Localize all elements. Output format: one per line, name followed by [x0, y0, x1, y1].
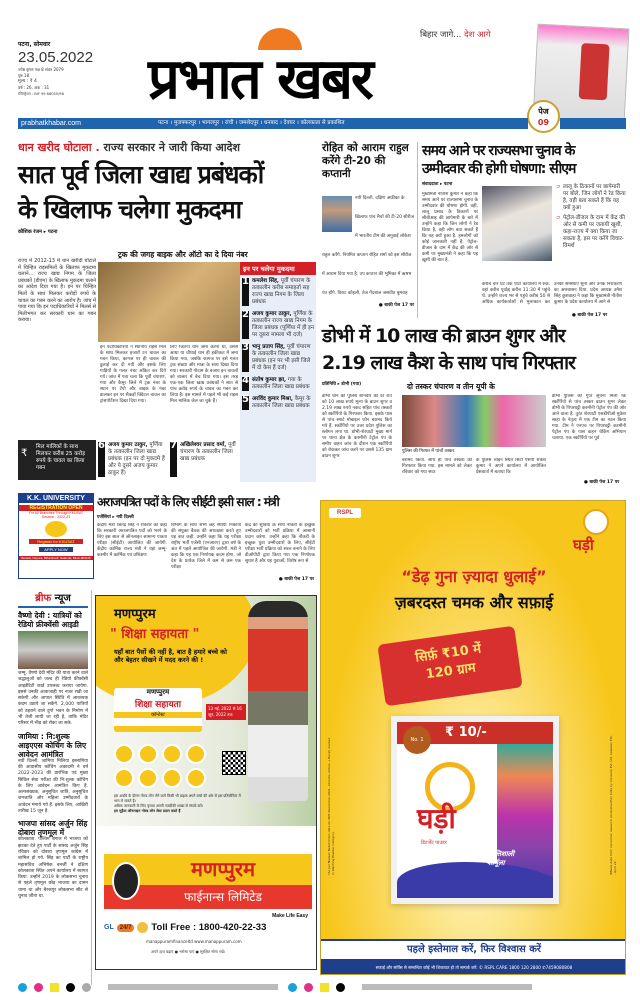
page-badge[interactable]	[527, 100, 560, 133]
item-number: 6	[98, 442, 105, 477]
cet-body-3: केंद्र की सुविधा के साथ नौकरी के इच्छुक उम्मीदवारों को भर्ती प्रक्रिया में आसानी प्रदान करेगा. उन्होंने कहा कि नौकरी के इच्छुक युवा उम्मीदवारों के लिए, सीईटी परीक्षा भर्ती प्रक्रिया को सरल बनाने के लिए डीओपीटी द्वारा किया गया एक निर्णायक सुधार है और यह युवाओं, विशेष रूप से	[245, 523, 315, 564]
mp-campaign: " शिक्षा सहायता "	[110, 627, 200, 642]
ghadi-line-1: “डेढ़ गुना ज़्यादा धुलाई”	[401, 567, 547, 586]
callout-box	[18, 440, 96, 480]
mp-fine-1: इस अवधि के दौरान गोल्ड लोन लेने वाले किसी भी ग्राहक अपने बच्चे की ओर से इस प्रतियोगिता में भाग ले सकते हैं।	[114, 794, 241, 803]
mp-tagline: यहाँ बात पैसों की नहीं है, बात है हमारे बच्चे को और बेहतर सीखने में मदद करने की !	[114, 648, 227, 664]
calculator-icon	[162, 744, 182, 764]
nitish-photo	[482, 186, 552, 261]
dobhi-byline: प्रतिनिधि ▸ डोभी (गया)	[322, 382, 362, 387]
dobhi-body-1: डोभी थाने की पुलिस शनिवार की देर रात को 10 लाख रुपये मूल्य के ब्राउन शुगर व 2.19 लाख रुपये नकद सहित पांच तस्करों को स्कॉर्पियो के गिरफ्तार किया. इसके पास से पांच स्मार्ट मोबाइल फोन बरामद किये गये हैं. स्कॉर्पियो पर उत्तर प्रदेश पुलिस का स्लोगन लगा था. डोभी-शेरघाटी मुख्य मार्ग पर थाना क्षेत्र के करमौनी टेट्रोल पंप के समीप वाहन जांच के दौरान एक स्कॉर्पियो को रोककर जांच करने पर उससे 135 ग्राम ब्राउन शुगर	[322, 394, 392, 459]
brief-headline[interactable]: वैष्णो देवी : यात्रियों को रेडियो फ्रीक्वेंसी आइडी	[18, 611, 82, 629]
registration: रजिस्ट्रेशन : BIF 99 66055/96	[18, 92, 64, 96]
edition-bar	[18, 118, 528, 129]
kk-apply-button[interactable]: APPLY NOW	[39, 547, 73, 552]
dobhi-body-2: बरामद किया. साथ ही पांच तस्करों को गिरफ्तार किया गया. इस मामले को लेकर रविवार को गया सदर	[402, 458, 472, 475]
cm-byline: संवाददाता ▸ पटना	[422, 182, 453, 187]
cm-more[interactable]: ● बाकी पेज 17 पर	[572, 313, 608, 318]
grey-bar	[362, 984, 532, 990]
item-number: 3	[242, 344, 249, 372]
photo-caption: ट्रक की जगह बाइक और ऑटो का दे दिया नंबर	[118, 250, 248, 259]
mp-logo-2: फाईनान्स लिमिटेड	[184, 890, 262, 904]
detergent-pack	[391, 716, 559, 904]
boy-photo	[248, 601, 308, 801]
mp-logo-1: मणप्पुरम	[190, 857, 256, 881]
accused-item	[242, 377, 314, 391]
manappuram-ad[interactable]	[95, 595, 317, 970]
cm-headline-1: समय आने पर राज्यसभा चुनाव के	[422, 143, 575, 159]
pack-brand: घड़ी	[417, 802, 456, 835]
ghadi-logo: घड़ी	[573, 536, 594, 554]
cet-columns	[97, 523, 316, 578]
kicker-red: धान खरीद घोटाला .	[18, 141, 100, 154]
brief-title	[18, 590, 88, 608]
pencils-icon	[138, 768, 158, 788]
item-desc: कैमूर के तत्कालीन जिला खाद्य प्रबंधक	[251, 396, 311, 409]
accused-item	[242, 344, 314, 372]
item-name: संतोष कुमार झा,	[251, 377, 287, 383]
disclaimer-left: *As per Nielsen Retail Index data for MAT December 2021. All India (Urban + Rural) market in Washing Powder Category.	[327, 738, 335, 875]
rohit-story	[322, 142, 414, 320]
cet-story	[97, 493, 316, 585]
kk-university-ad[interactable]	[18, 493, 94, 579]
books-icon	[186, 744, 206, 764]
mp-fine-3: हम मुहैया ऑनलाइन गोल्ड लोन सेवा प्रदान करते हैं	[114, 809, 181, 813]
brief-body: जम्मू. वैष्णो देवी मंदिर की यात्रा करने वाले श्रद्धालुओं को जल्द ही रेडियो फ्रीक्वेंसी आइडेंटिटी कार्ड उपलब्ध कराया जायेगा. इससे उनकी आवाजाही पर नजर रखी जा सकेगी और आपात स्थिति में आवश्यक कदम उठाये जा सकेंगे. 2,000 यात्रियों को ठहराने वाले दुर्गा भवन के निर्माण में भी तेजी लायी जा रही है, ताकि मंदिर परिसर में भीड़ को रोका जा सके.	[18, 671, 88, 727]
black-mark	[336, 983, 345, 992]
date: 23.05.2022	[18, 49, 94, 66]
cm-bullets	[556, 184, 626, 253]
kk-register: Register for KKUSAT	[29, 539, 83, 544]
callout-text: मिल मालिकों के साथ मिलकर करीब 25 करोड़ रुपये के चावल का किया गबन	[36, 444, 86, 471]
dobhi-story	[322, 322, 626, 492]
mp-seal-icon	[137, 922, 148, 933]
mp-dates: 13 मई, 2022 से 16 जून, 2022 तक	[206, 704, 246, 720]
mp-brand: मणप्पुरम	[114, 607, 156, 622]
column-divider	[91, 590, 92, 985]
ghadi-care: सफाई और सर्विस से सम्बन्धित कोई भी शिकायत हो तो सम्पर्क करें: © RSPL CARE 1800 120 2800 ✆7459080808	[321, 959, 626, 975]
tagline-b: देश आगे	[464, 30, 491, 40]
cyan-mark	[18, 983, 27, 992]
tagline	[420, 30, 491, 41]
dobhi-body-3: के पुलिस लाइन स्थित सिटी एसपी राकेश कुमार ने अपने कार्यालय में आयोजित प्रेसवार्ता में बताया कि	[476, 458, 546, 475]
item-text	[180, 442, 238, 477]
dobhi-headline-1: डोभी में 10 लाख की ब्राउन शुगर और	[322, 325, 565, 347]
pack-sub: डिटर्जेंट पाउडर	[421, 840, 447, 846]
rubiks-cube-icon	[162, 768, 182, 788]
accused-item	[242, 278, 314, 306]
bullet-icon: ⊃	[556, 184, 561, 190]
cm-bullet	[556, 215, 626, 250]
lead-body-2: इन पदाधिकारियों ने स्थानीय राइस मिल के साथ मिलकर हजारों टन चावल का गबन किया, कागज पर ही चावल की ढुलाई कर दी गयी और इसके लिए गाड़ियों के गलत नंबर अंकित कर दिये गये। जांच में पता चला कि पूर्वी चंपारण, गया और कैमूर जिले में ट्रक नंबर के स्थान पर टेंपो और बाइक के नंबर डालकर इन पर सैकड़ों क्विंटल चावल का ट्रांसपोर्टेशन दिखा दिया गया।	[100, 345, 166, 404]
rahul-photo	[322, 196, 352, 232]
brief-headline[interactable]: भाजपा सांसद अर्जुन सिंह दोबारा तृणमूल में	[18, 819, 88, 838]
pencil-box-icon	[138, 744, 158, 764]
item-name: कमलेश सिंह,	[251, 278, 280, 284]
tagline-a: बिहार जागे...	[420, 30, 462, 40]
dobhi-body-4: डोभी पुलिस को गुप्त सूचना मिली कि स्कॉर्पियो से पांच तस्कर ब्राउन शुगर लेकर डोभी के पिपरघट्टी करमौनी पेट्रोल पंप की ओर आने वाला है. तुरंत शेरघाटी एसडीपीओ मुकेश साहा के नेतृत्व में एक टीम का गठन किया गया. टीम ने एनएच पर पिपरघट्टी करमौनी पेट्रोल पंप के पास वाहन चेकिंग अभियान चलाया. एक स्कॉर्पियो पर पूर्व	[552, 394, 626, 441]
accused-box-title: इन पर चलेगा मुकदमा	[240, 262, 316, 275]
magenta-mark	[34, 983, 43, 992]
mp-make-life-easy: Make Life Easy	[272, 913, 308, 919]
column-divider	[417, 142, 418, 318]
page-badge-label: पेज	[538, 107, 549, 116]
item-text	[252, 344, 314, 372]
brief-item	[18, 732, 88, 816]
rohit-headline: रोहित को आराम राहुल करेंगे टी-20 की कप्तानी	[322, 142, 409, 180]
lead-headline-2: के खिलाफ चलेगा मुकदमा	[18, 195, 242, 224]
item-number: 1	[242, 278, 249, 306]
editions: पटना । मुजफ्फरपुर । भागलपुर । रांची । जमशेदपुर । धनबाद । देवघर । कोलकाता से प्रकाशित	[158, 120, 345, 126]
accused-bottom	[98, 442, 238, 482]
paddy-warehouse-photo	[98, 262, 240, 342]
print-marks	[18, 982, 628, 992]
mp-badge-title: शिक्षा सहायता	[134, 700, 182, 710]
mp-badge-brand: मणप्पुरम	[146, 688, 170, 696]
price-tag	[377, 626, 522, 707]
cm-story	[422, 142, 626, 320]
kk-reg: REGISTRATION OPEN	[19, 505, 93, 511]
item-desc: गया के तत्कालीन जिला खाद्य प्रबंधक	[251, 377, 310, 390]
item-desc: पूर्वी चंपारण के तत्कालीन करीब समाहर्ता सह राज्य खाद्य निगम के जिला प्रबंधक	[251, 278, 311, 305]
mp-fine-2: अधिक जानकारी के लिए कृपया अपनी नज़दीकी शाखा से संपर्क करें।	[114, 804, 204, 808]
accused-item	[242, 396, 314, 410]
umbrella-icon	[186, 768, 206, 788]
item-text	[252, 311, 314, 339]
brief-headline[interactable]: जामिया : नि:शुल्क आइएएस कोचिंग के लिए आवेदन आमंत्रित	[18, 731, 87, 759]
ghadi-ad[interactable]	[320, 500, 626, 975]
item-name: अजय कुमार ठाकुर,	[251, 311, 292, 317]
rohit-more[interactable]: ● बाकी पेज 17 पर	[378, 303, 414, 308]
accused-list	[240, 275, 316, 418]
pack-formula-2: फार्मूला	[486, 859, 505, 867]
smugglers-photo	[402, 395, 546, 447]
brief-news	[18, 590, 88, 980]
cet-body-1: केंद्रीय मंत्री जितेंद्र सिंह ने रविवार को कहा कि सरकारी अराजपत्रित पदों को भरने के लिए इस साल से ऑनलाइन सामान्य पात्रता परीक्षा (सीईटी) आयोजित की जायेगी. केंद्रीय कार्मिक राज्य मंत्री ने यहां जम्मू-कश्मीर में कार्मिक एवं प्रशिक्षण	[97, 523, 167, 558]
mp-emblem-icon	[112, 862, 140, 900]
mp-contact	[104, 922, 312, 933]
masthead	[0, 0, 640, 132]
byline: कौशिक रंजन ▸ पटना	[18, 229, 58, 235]
dobhi-subhead: दो तस्कर चंपारण व तीन यूपी के	[407, 382, 495, 391]
pack-formula	[477, 850, 514, 868]
tag-line-1: सिर्फ़ ₹10 में	[414, 641, 483, 666]
item-text	[252, 377, 314, 391]
cet-body-2: विभाग के साथ सभी छह स्थायी निकायों की संयुक्त बैठक की अध्यक्षता करते हुए यह बात कही. उन्होंने कहा कि यह परीक्षा राष्ट्रीय भर्ती एजेंसी (एनआरए) द्वारा वर्ष के अंत में पहले आयोजित की जायेगी. मंत्री ने कहा कि यह एक निर्णायक कदम होगा, जो देश के प्रत्येक जिले में कम से कम एक परीक्षा	[171, 523, 241, 570]
magenta-mark	[304, 983, 313, 992]
brief-body: नयी दिल्ली. जामिया मिलिया इस्लामिया की आवासीय कोचिंग अकादमी ने वर्ष 2022-2023 की प्रारंभिक एवं मुख्य सिविल सेवा परीक्षा की नि:शुल्क कोचिंग के लिए आवेदन आमंत्रित किए हैं. अल्पसंख्यक, अनुसूचित जाति, अनुसूचित जनजाति और महिला उम्मीदवारों के आवेदन मंगाये गये हैं. इसके लिए, आखिरी तारीख 15 जून है.	[18, 758, 88, 815]
mp-web[interactable]: manappuramfinanceltd www.manappuram.com	[146, 939, 242, 944]
no1-seal: No. 1	[403, 726, 431, 754]
qr-code-icon[interactable]	[222, 751, 246, 775]
pilgrims-photo	[18, 631, 88, 669]
mp-contest-badge	[114, 688, 202, 732]
accused-item	[242, 311, 314, 339]
kk-address: Berauti, Nepura, Biharsharif, Nalanda, Bihar-803115	[19, 556, 93, 560]
dobhi-more[interactable]: ● बाकी पेज 17 पर	[584, 480, 620, 485]
mp-fine	[114, 794, 244, 814]
tag-line-2: 120 ग्राम	[424, 660, 477, 683]
item-text	[108, 442, 166, 477]
pack-formula-1: महाशक्तिशाली	[477, 850, 515, 858]
mp-footer: अपने हाथ बढ़ाएं ● भरोसा पाएं ● सुरक्षित सोना रखें।	[151, 949, 226, 954]
edition-bar-end	[560, 118, 626, 129]
bullet-text: पेट्रोल-डीजल के दाम में केंद्र की ओर से कमी पर जतायी खुशी, कहा-राज्य में क्या किया जा सकता है, इस पर करेंगे विचार-विमर्श	[563, 215, 625, 249]
backpack-icon	[114, 744, 134, 764]
hindi-date: ज्येष्ठ कृष्ण पक्ष 8 संवत 2079	[18, 67, 64, 72]
kicker	[18, 140, 316, 155]
bullet-text: लालू के ठिकानों पर छापेमारी पर बोले, जिन लोगों ने रेड किया है, वही बता सकते हैं कि यह क्यों हुआ	[563, 184, 626, 211]
item-number: 5	[242, 396, 249, 410]
item-number: 7	[170, 442, 177, 477]
accused-item	[170, 442, 238, 477]
item-name: भानु प्रताप सिंह,	[251, 344, 286, 350]
item-number: 4	[242, 377, 249, 391]
cyan-mark	[288, 983, 297, 992]
item-desc: पूर्णिया के तत्कालीन राज्य खाद्य निगम के जिला प्रबंधक (पूर्णिया में ही इन पर दूसरा मामला भी दर्ज)	[251, 311, 314, 338]
price: मूल्य : ₹ 4	[18, 79, 37, 84]
brief-item	[18, 611, 88, 728]
pack-price: ₹ 10/-	[397, 722, 553, 744]
lead-headline-1: सात पूर्व जिला खाद्य प्रबंधकों	[18, 160, 264, 189]
brief-title-b: न्यूज	[54, 593, 71, 604]
black-mark	[66, 983, 75, 992]
cm-bullet	[556, 184, 626, 212]
cm-body-1: मुख्यमंत्री नीतीश कुमार ने कहा कि समय आने पर राज्यसभा चुनाव के उम्मीदवार की घोषणा होगी. वहीं, लालू प्रसाद के ठिकानों पर सीबीआइ की छापेमारी के बारे में उन्होंने कहा कि जिन लोगों ने रेड किया है, वही लोग बता सकते हैं कि यह क्यों हुआ है. हमलोगों को कोई जानकारी नहीं है. पेट्रोल-डीजल के दाम में केंद्र की ओर से कमी पर मुख्यमंत्री ने कहा कि यह खुशी की बात है.	[422, 192, 478, 263]
mp-logo-block	[104, 854, 312, 909]
mp-247: 24/7	[117, 924, 135, 932]
ghadi-slogan: पहले इस्तेमाल करें, फिर विश्वास करें	[321, 939, 626, 959]
page-badge-num: 09	[537, 118, 550, 127]
cm-body-2: करीब चार घंटे तक पार्टी कार्यालय में रुके. वहां करीब पूर्वाह्न करीब 11:30 में पहुंचे थे. उन्होंने राज्य भर से पहुंचे करीब 50 से अधिक कार्यकर्ताओं से मुलाकात कर उनकी समस्याएं सुनी और उनके निराकरण का आश्वासन दिया. प्रदेश अध्यक्ष उमेश सिंह कुशवाहा ने कहा कि मुख्यमंत्री नीतीश कुमार के प्रदेश कार्यालय में आने से	[482, 282, 622, 305]
kk-sub: For All Branches Through KKUSAT	[28, 511, 84, 515]
item-number: 2	[242, 311, 249, 339]
grey-bar	[108, 984, 278, 990]
lead-story	[18, 140, 316, 490]
item-desc: पूर्वी चंपारण के तत्कालीन जिला खाद्य प्रबंधक	[179, 442, 236, 462]
lead-body-1: राज्य में 2012-13 में धान खरीदी घोटाले में चिन्हित राइसमिलों के खिलाफ मुकदमा चलाने... राज्य खाद्य निगम के जिला प्रबंधकों (डीएम) के खिलाफ मुकदमा चलाने का आदेश दिया गया है। इन पर चिन्हित मिलों के साथ मिलकर करोड़ों रुपये के चावल का गबन करने का आरोप है। जांच में पाया गया कि इन पदाधिकारियों ने मिलर्स से मिलीभगत कर सरकारी धान का गबन कराया।	[18, 258, 96, 324]
kk-name: K.K. UNIVERSITY	[19, 494, 93, 503]
dateline-block	[18, 40, 98, 97]
yellow-mark	[50, 983, 59, 992]
rupee-bag-icon: ₹	[21, 448, 28, 459]
dobhi-caption: पुलिस की गिरफ्त में पांचों तस्कर.	[402, 449, 456, 454]
yellow-mark	[320, 983, 329, 992]
ghadi-line-2: ज़बरदस्त चमक और सफ़ाई	[394, 593, 554, 612]
kk-session: Session : 2022-23	[41, 515, 71, 519]
rspl-logo: RSPL	[329, 508, 361, 518]
kicker-text: राज्य सरकार ने जारी किया आदेश	[103, 141, 240, 154]
item-text	[252, 396, 314, 410]
cet-headline: अराजपत्रित पदों के लिए सीईटी इसी साल : मंत्री	[97, 495, 279, 509]
accused-box	[240, 262, 316, 482]
mp-badge-sub: कॉन्टेस्ट	[114, 712, 202, 718]
logo: प्रभात खबर	[148, 47, 372, 112]
football-icon	[114, 768, 134, 788]
item-text	[252, 278, 314, 306]
prize-icons	[114, 744, 214, 788]
cm-headline-2: उम्मीदवार की होगी घोषणा: सीएम	[422, 161, 576, 177]
boxer-photo	[579, 43, 610, 100]
gl-icon: GL	[104, 924, 114, 931]
website-link[interactable]: prabhatkhabar.com	[21, 120, 81, 127]
dobhi-headline-2: 2.19 लाख कैश के साथ पांच गिरफ्तार	[322, 352, 575, 374]
item-desc: पूर्णिया के तत्कालीन जिला खाद्य प्रबंधक (इन पर दो मुकदमे हैं और ये दूसरे अजय कुमार ठाकुर हैं)	[107, 442, 165, 476]
brief-body: कोलकाता. पश्चिम बंगाल में भाजपा को झटका देते हुए पार्टी के सांसद अर्जुन सिंह रविवार को दोबारा तृणमूल कांग्रेस में शामिल हो गये. सिंह का पार्टी के राष्ट्रीय महासचिव अभिषेक बनर्जी ने दक्षिण कोलकाता स्थित अपने कार्यालय में स्वागत किया. उन्होंने 2019 के लोकसभा चुनाव से पहले तृणमूल छोड़ भाजपा का दामन थामा था और बैरकपुर लोकसभा सीट से चुनाव जीता था.	[18, 837, 88, 900]
city-day: पटना, सोमवार	[18, 41, 51, 48]
item-desc: पूर्वी चंपारण के तत्कालीन जिला खाद्य प्रबंधक (इन पर भी इसी जिले में दो केस हैं दर्ज)	[251, 344, 311, 371]
kk-emblem-icon	[45, 521, 67, 537]
brief-title-a: ब्रीफ	[35, 593, 52, 604]
lead-body-3: लिए जितना धान जमा करना था, उससे आधा या चौथाई धान ही हकीकत में जमा किया गया, जबकि कागज पर इसे गलत ट्रक संख्या और मात्रा के साथ दिखा दिया गया। सरकारी गोदाम के बजाय इन चावलों को बाजार में बेच दिया गया। इस तरह एक-एक जिला खाद्य प्रबंधकों ने सात से पांच करोड़ रुपये के चावल का गबन कर लिया है। इस मामले में पहले भी कई राइस मिल मालिक जेल जा चुके हैं।	[170, 345, 238, 404]
accused-item	[98, 442, 166, 477]
brief-item	[18, 819, 88, 900]
bullet-icon: ⊃	[556, 215, 561, 221]
mp-tollfree[interactable]: Toll Free : 1800-420-22-33	[151, 922, 267, 933]
pages: पृष्ठ 18	[18, 73, 29, 78]
item-name: अखिलेश्वर प्रसाद वर्मा,	[179, 442, 227, 448]
item-name: अरविंद कुमार मिश्रा,	[251, 396, 293, 402]
rohit-body-wrap	[322, 184, 414, 302]
volume: वर्ष : 26, अंक : 31	[18, 85, 50, 90]
brief-list	[18, 611, 88, 900]
clock-icon	[583, 509, 609, 535]
item-name: अजय कुमार ठाकुर,	[107, 442, 148, 448]
rohit-body: नयी दिल्ली. दक्षिण अफ्रीका के खिलाफ पांच मैचों की टी-20 सीरीज में भारतीय टीम की अगुवाई लोकेश राहुल करेंगे. नियमित कप्तान रोहित शर्मा को इस सीरीज में आराम दिया गया है. उप कप्तान की भूमिका में ऋषभ पंत होंगे. विराट कोहली, तेज गेंदबाज जसप्रीत बुमराह	[322, 196, 414, 296]
grey-mark	[82, 983, 91, 992]
cet-byline: एजेंसियां ▸ नयी दिल्ली	[97, 515, 134, 520]
cet-more[interactable]: ● बाकी पेज 17 पर	[278, 577, 314, 582]
disclaimer-right: #Basis data from consumer research conducted Pan India by Consiere Pvt. Ltd. between Feb - April 22.	[609, 735, 617, 875]
